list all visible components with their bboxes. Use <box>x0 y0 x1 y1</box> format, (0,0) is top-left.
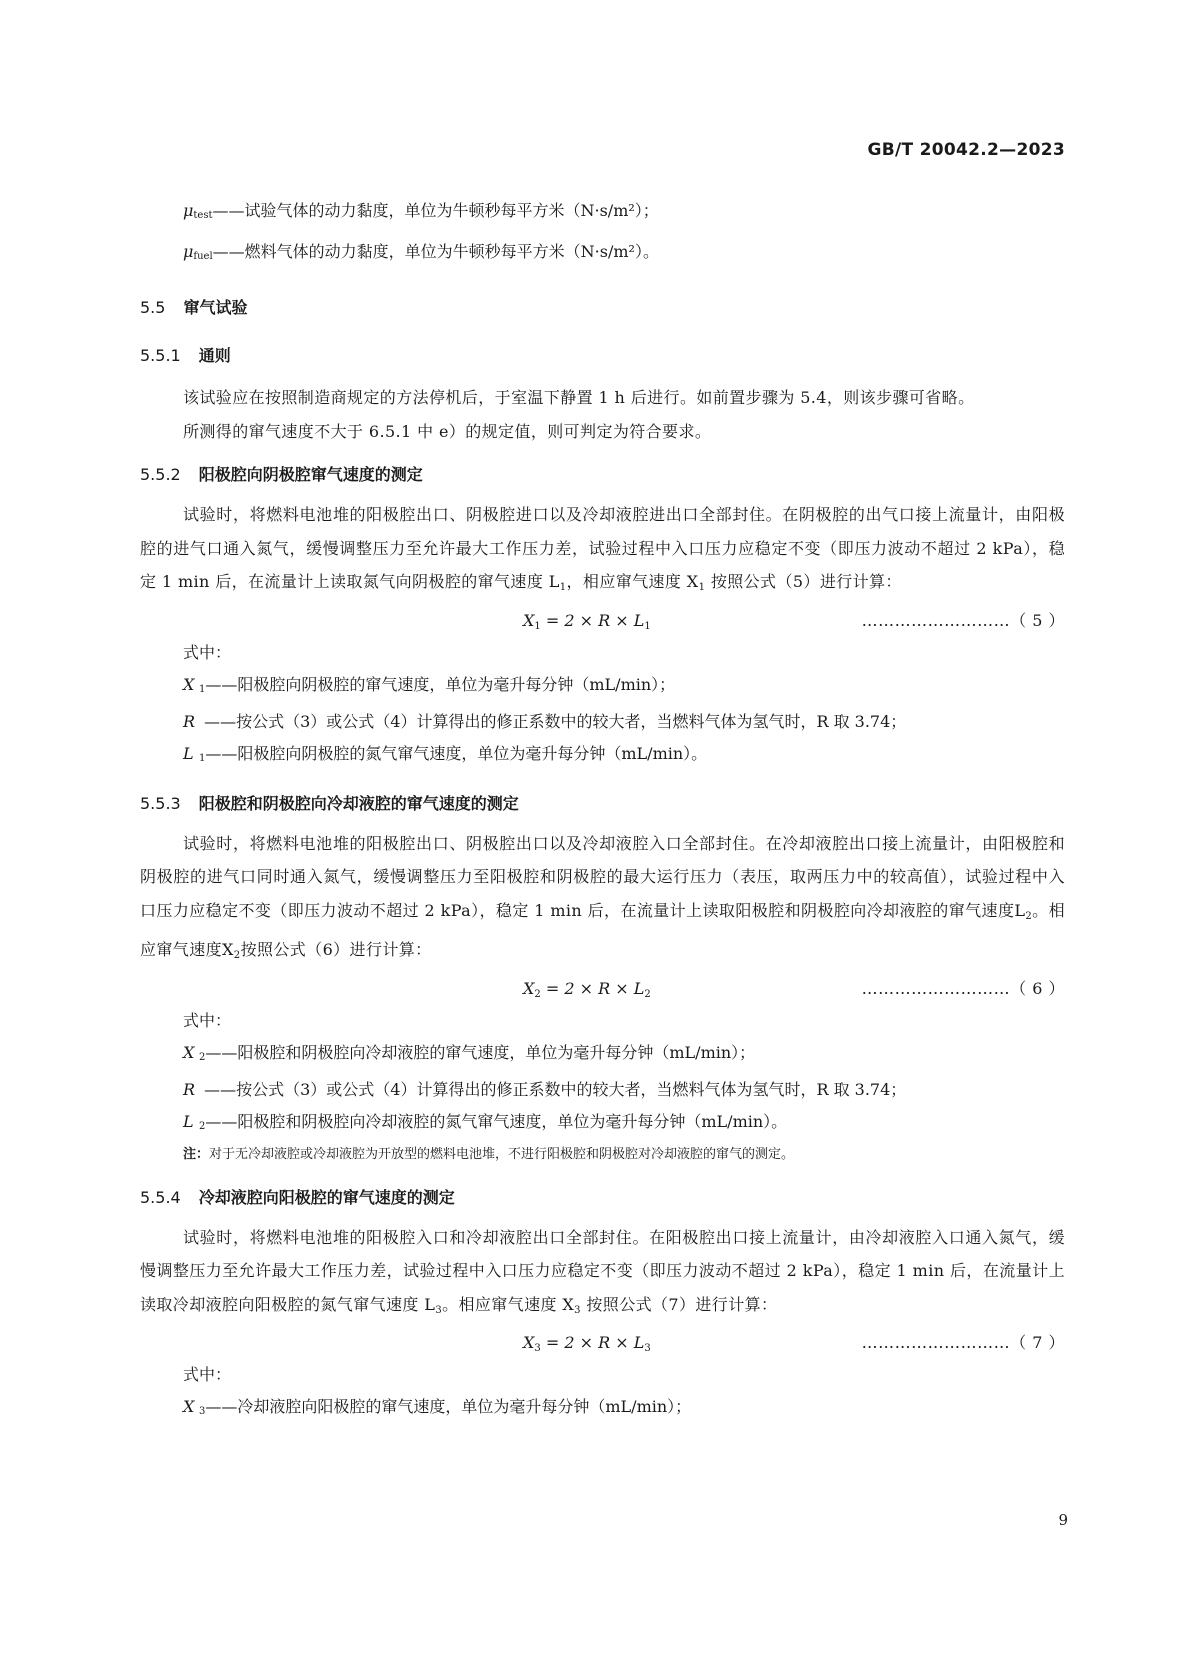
where-label: 式中： <box>183 1010 232 1030</box>
paragraph: 试验时，将燃料电池堆的阳极腔入口和冷却液腔出口全部封住。在阳极腔出口接上流量计，由冷却液腔入口通入氮气，缓慢调整压力至允许最大工作压力差，试验过程中入口压力应稳定不变（即压力波动不超过 2 kPa），稳定 1 min 后，在流量计上读取冷却液腔向阳极腔的氮气窜气速度 L3。相应窜气速度 X3 按照公式（7）进行计算： <box>140 1227 1065 1316</box>
paragraph: 试验时，将燃料电池堆的阳极腔出口、阴极腔出口以及冷却液腔入口全部封住。在冷却液腔出口接上流量计，由阳极腔和阴极腔的进气口同时通入氮气，缓慢调整压力至阳极腔和阴极腔的最大运行压力（表压，取两压力中的较高值），试验过程中入口压力应稳定不变（即压力波动不超过 2 kPa），稳定 1 min 后，在流量计上读取阳极腔和阴极腔向冷却液腔的窜气速度L2。相应窜气速度X2按照公式（6）进行计算： <box>140 833 1065 961</box>
page-number: 9 <box>1058 1511 1068 1529</box>
formula-expression: $X_3 = 2 \times R \times L_3$ <box>523 1333 651 1354</box>
paragraph: 试验时，将燃料电池堆的阳极腔出口、阴极腔进口以及冷却液腔进出口全部封住。在阴极腔的出气口接上流量计，由阳极腔的进气口通入氮气，缓慢调整压力至允许最大工作压力差，试验过程中入口压力应稳定不变（即压力波动不超过 2 kPa），稳定 1 min 后，在流量计上读取氮气向阴极腔的窜气速度 L1，相应窜气速度 X1 按照公式（5）进行计算： <box>140 505 1065 593</box>
formula-number: ………………………（ 5 ） <box>861 610 1065 630</box>
variable-definition: X $_2$——阳极腔和阴极腔向冷却液腔的窜气速度，单位为毫升每分钟（mL/min）； <box>183 1042 756 1063</box>
variable-definition: R ——按公式（3）或公式（4）计算得出的修正系数中的较大者，当燃料气体为氢气时，R 取 3.74； <box>183 711 907 731</box>
definition-mu-test: $\mu_{test}——$试验气体的动力黏度，单位为牛顿秒每平方米（N·s/m²）； <box>183 201 659 221</box>
formula-number: ………………………（ 7 ） <box>861 1333 1065 1352</box>
where-label: 式中： <box>183 1365 232 1384</box>
variable-definition: X $_1$——阳极腔向阴极腔的窜气速度，单位为毫升每分钟（mL/min）； <box>183 674 676 695</box>
variable-definition: L $_2$——阳极腔和阴极腔向冷却液腔的氮气窜气速度，单位为毫升每分钟（mL/min）。 <box>183 1111 788 1132</box>
symbol-definitions <box>140 193 1065 275</box>
variable-definition: R ——按公式（3）或公式（4）计算得出的修正系数中的较大者，当燃料气体为氢气时，R 取 3.74； <box>183 1079 907 1099</box>
section-heading-5-5-3: 5.5.3 阳极腔和阴极腔向冷却液腔的窜气速度的测定 <box>140 793 519 813</box>
standard-code: GB/T 20042.2—2023 <box>867 140 1065 160</box>
section-heading-5-5-1: 5.5.1 通则 <box>140 346 231 365</box>
formula-number: ………………………（ 6 ） <box>861 978 1065 998</box>
paragraph: 该试验应在按照制造商规定的方法停机后，于室温下静置 1 h 后进行。如前置步骤为 5.4，则该步骤可省略。 <box>183 388 975 407</box>
formula-expression: $X_1 = 2 \times R \times L_1$ <box>523 610 651 632</box>
paragraph: 所测得的窜气速度不大于 6.5.1 中 e）的规定值，则可判定为符合要求。 <box>183 421 712 441</box>
where-label: 式中： <box>183 642 232 662</box>
section-heading-5-5-4: 5.5.4 冷却液腔向阳极腔的窜气速度的测定 <box>140 1187 455 1207</box>
formula-6 <box>140 973 1065 1005</box>
formula-5 <box>140 605 1065 637</box>
variable-definition: L $_1$——阳极腔向阴极腔的氮气窜气速度，单位为毫升每分钟（mL/min）。 <box>183 743 708 764</box>
section-heading-5-5: 5.5 窜气试验 <box>140 298 248 317</box>
formula-expression: $X_2 = 2 \times R \times L_2$ <box>523 978 651 1000</box>
formula-7 <box>140 1327 1065 1359</box>
page-content <box>140 193 1065 1428</box>
definition-mu-fuel: $\mu_{fuel}——$燃料气体的动力黏度，单位为牛顿秒每平方米（N·s/m²）。 <box>183 242 659 262</box>
section-heading-5-5-2: 5.5.2 阳极腔向阴极腔窜气速度的测定 <box>140 465 423 484</box>
variable-definition: X $_3$——冷却液腔向阳极腔的窜气速度，单位为毫升每分钟（mL/min）； <box>183 1397 692 1417</box>
note: 注：对于无冷却液腔或冷却液腔为开放型的燃料电池堆，不进行阳极腔和阴极腔对冷却液腔的窜气的测定。 <box>183 1146 795 1162</box>
